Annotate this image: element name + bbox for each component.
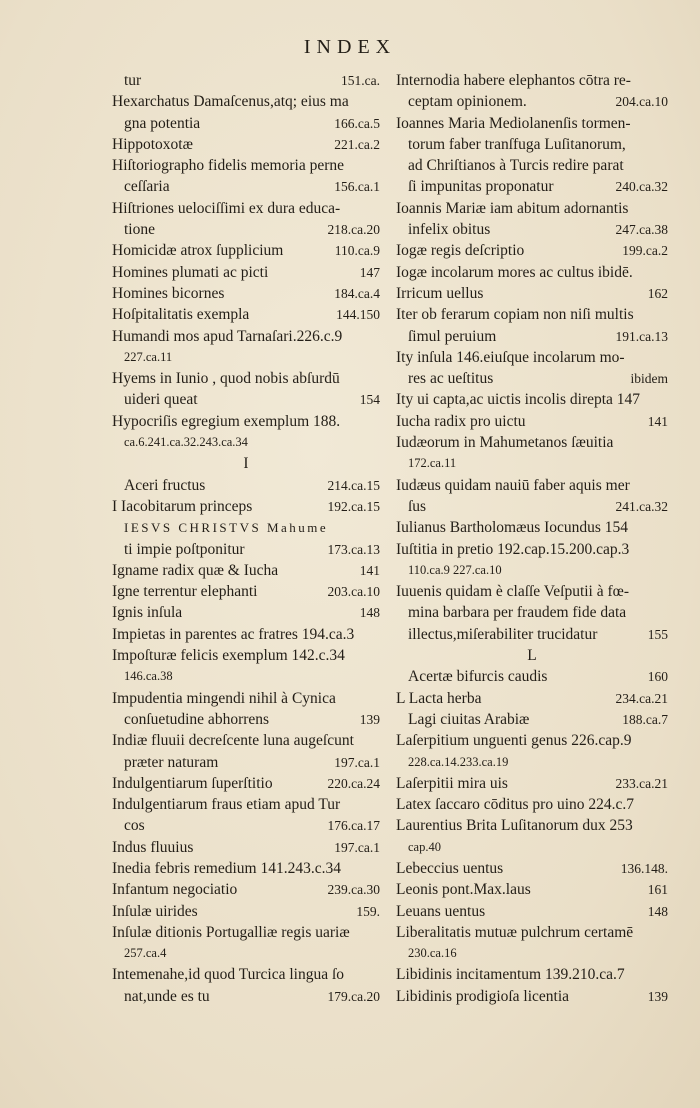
entry-text: Hyems in Iunio , quod nobis abſurdū [112, 370, 340, 388]
index-entry [396, 581, 668, 602]
page-reference: 173.ca.13 [327, 541, 380, 557]
entry-text: Iudæorum in Mahumetanos ſæuitia [396, 434, 614, 452]
index-entry [396, 773, 668, 794]
index-entry [112, 134, 380, 155]
page-reference: 220.ca.24 [327, 775, 380, 791]
entry-text: IESVS CHRISTVS Mahume [124, 520, 329, 536]
entry-text: Hypocriſis egregium exemplum 188. [112, 412, 341, 430]
index-entry [396, 794, 668, 815]
index-entry [396, 879, 668, 900]
page-reference: 188.ca.7 [622, 711, 668, 727]
page-reference: 156.ca.1 [334, 179, 380, 195]
letter-heading [112, 453, 380, 474]
entry-text: I Iacobitarum princeps [112, 497, 253, 515]
letter-heading [396, 645, 668, 666]
page-reference: 240.ca.32 [615, 179, 668, 195]
index-entry [396, 901, 668, 922]
entry-text: ſi impunitas proponatur [408, 178, 554, 196]
page-reference: 233.ca.21 [615, 775, 668, 791]
index-entry [112, 113, 380, 134]
page-reference: 197.ca.1 [334, 839, 380, 855]
entry-text: Iogæ regis deſcriptio [396, 242, 525, 260]
index-entry [396, 134, 668, 155]
index-entry [396, 475, 668, 496]
index-entry [112, 709, 380, 730]
page-reference: 197.ca.1 [334, 754, 380, 770]
entry-text: Latex ſaccaro cōditus pro uino 224.c.7 [396, 796, 635, 814]
page-reference: 239.ca.30 [327, 882, 380, 898]
index-entry [112, 176, 380, 197]
index-entry [396, 688, 668, 709]
entry-text: Leuans uentus [396, 902, 486, 920]
entry-text: ceptam opinionem. [408, 93, 527, 111]
entry-text: Hiſtoriographo fidelis memoria perne [112, 157, 345, 175]
entry-text: ſimul peruium [408, 327, 497, 345]
index-entry [396, 155, 668, 176]
entry-text: Inſulæ ditionis Portugalliæ regis uariæ [112, 923, 350, 941]
page-reference: 241.ca.32 [615, 498, 668, 514]
entry-text: Laſerpitii mira uis [396, 774, 508, 792]
index-entry [396, 304, 668, 325]
index-entry [396, 496, 668, 517]
letter-heading-text: I [243, 455, 249, 473]
entry-text: mina barbara per fraudem fide data [408, 604, 627, 622]
index-entry [112, 773, 380, 794]
index-entry [112, 304, 380, 325]
entry-text: tione [124, 221, 155, 239]
page-reference: 199.ca.2 [622, 243, 668, 259]
index-entry [112, 347, 380, 368]
page-reference: 148 [647, 903, 668, 919]
index-entry [112, 411, 380, 432]
entry-text: cos [124, 817, 145, 835]
page-reference: 110.ca.9 [334, 243, 380, 259]
entry-text: Inſulæ uirides [112, 902, 198, 920]
index-entry [112, 368, 380, 389]
page-reference: 162 [647, 285, 668, 301]
entry-text: gna potentia [124, 114, 201, 132]
index-entry [112, 624, 380, 645]
entry-text: Iter ob ferarum copiam non niſi multis [396, 306, 634, 324]
entry-text: 172.ca.11 [408, 456, 457, 471]
index-entry [396, 91, 668, 112]
index-entry [112, 581, 380, 602]
index-entry [112, 794, 380, 815]
entry-text: Irricum uellus [396, 284, 484, 302]
entry-text: ca.6.241.ca.32.243.ca.34 [124, 435, 248, 450]
index-entry [396, 602, 668, 623]
right-column [396, 70, 668, 1007]
entry-text: 146.ca.38 [124, 669, 173, 684]
index-entry [396, 347, 668, 368]
index-entry [112, 283, 380, 304]
index-entry [112, 155, 380, 176]
index-entry [396, 752, 668, 773]
index-entry [112, 858, 380, 879]
page-reference: 139 [359, 711, 380, 727]
entry-text: Indulgentiarum ſuperſtitio [112, 774, 273, 792]
index-entry [112, 389, 380, 410]
entry-text: uideri queat [124, 391, 198, 409]
entry-text: Hexarchatus Damaſcenus,atq; eius ma [112, 93, 349, 111]
page-reference: 147 [359, 264, 380, 280]
index-entry [396, 113, 668, 134]
page-reference: 166.ca.5 [334, 115, 380, 131]
index-entry [396, 709, 668, 730]
page-reference: 151.ca. [341, 73, 380, 88]
index-entry [112, 666, 380, 687]
entry-text: 228.ca.14.233.ca.19 [408, 754, 509, 769]
index-entry [396, 964, 668, 985]
index-entry [112, 539, 380, 560]
entry-text: Ignis inſula [112, 604, 183, 622]
entry-text: Inedia febris remedium 141.243.c.34 [112, 859, 341, 877]
entry-text: Homines bicornes [112, 284, 225, 302]
running-head: INDEX [303, 36, 397, 58]
index-entry [396, 70, 668, 91]
index-entry [396, 539, 668, 560]
entry-text: 257.ca.4 [124, 946, 167, 961]
index-entry [396, 262, 668, 283]
entry-text: ceſſaria [124, 178, 170, 196]
index-entry [396, 560, 668, 581]
entry-text: Igne terrentur elephanti [112, 583, 258, 601]
entry-text: 110.ca.9 227.ca.10 [408, 562, 502, 577]
index-entry [112, 240, 380, 261]
page-reference: 184.ca.4 [334, 285, 380, 301]
index-entry [112, 198, 380, 219]
index-entry [112, 602, 380, 623]
left-column [112, 70, 380, 1007]
entry-text: Iulianus Bartholomæus Iocundus 154 [396, 519, 629, 537]
index-entry [112, 986, 380, 1007]
index-entry [396, 240, 668, 261]
index-entry [396, 411, 668, 432]
page-reference: 204.ca.10 [615, 94, 668, 110]
page-reference: ibidem [630, 371, 668, 387]
index-entry [112, 645, 380, 666]
index-entry [396, 283, 668, 304]
index-entry [112, 262, 380, 283]
entry-text: Hippotoxotæ [112, 135, 193, 153]
entry-text: Ioannes Maria Mediolanenſis tormen- [396, 114, 631, 132]
entry-text: Leonis pont.Max.laus [396, 881, 531, 899]
entry-text: Impudentia mingendi nihil à Cynica [112, 689, 336, 707]
entry-text: Ioannis Mariæ iam abitum adornantis [396, 199, 629, 217]
page-reference: 247.ca.38 [615, 222, 668, 238]
index-entry [396, 453, 668, 474]
entry-text: 227.ca.11 [124, 349, 173, 364]
page-reference: 203.ca.10 [327, 584, 380, 600]
index-entry [112, 879, 380, 900]
index-entry [112, 730, 380, 751]
page-reference: 221.ca.2 [334, 136, 380, 152]
entry-text: Laurentius Brita Luſitanorum dux 253 [396, 817, 633, 835]
entry-text: Homines plumati ac picti [112, 263, 269, 281]
entry-text: Aceri fructus [124, 476, 206, 494]
page-reference: 160 [647, 669, 668, 685]
page-reference: 144.150 [336, 307, 380, 323]
index-entry [396, 858, 668, 879]
entry-text: 230.ca.16 [408, 946, 457, 961]
entry-text: Liberalitatis mutuæ pulchrum certamē [396, 923, 634, 941]
entry-text: Ity inſula 146.eiuſque incolarum mo- [396, 348, 625, 366]
entry-text: Iuuenis quidam è claſſe Veſputii à fœ- [396, 583, 630, 601]
entry-text: cap.40 [408, 839, 441, 854]
entry-text: Iogæ incolarum mores ac cultus ibidē. [396, 263, 633, 281]
entry-text: Laſerpitium unguenti genus 226.cap.9 [396, 732, 632, 750]
entry-text: Iuſtitia in pretio 192.cap.15.200.cap.3 [396, 540, 630, 558]
page-reference: 179.ca.20 [327, 988, 380, 1004]
page-reference: 154 [359, 392, 380, 408]
entry-text: Hoſpitalitatis exempla [112, 306, 250, 324]
entry-text: præter naturam [124, 753, 219, 771]
page-reference: 161 [647, 882, 668, 898]
index-entry [396, 815, 668, 836]
entry-text: Lagi ciuitas Arabiæ [408, 710, 530, 728]
index-entry [112, 752, 380, 773]
entry-text: Libidinis incitamentum 139.210.ca.7 [396, 966, 625, 984]
entry-text: Humandi mos apud Tarnaſari.226.c.9 [112, 327, 343, 345]
index-entry [112, 964, 380, 985]
index-entry [112, 560, 380, 581]
index-entry [396, 176, 668, 197]
entry-text: illectus,miſerabiliter trucidatur [408, 625, 598, 643]
index-entry [396, 368, 668, 389]
entry-text: ſus [408, 497, 427, 515]
index-entry [396, 326, 668, 347]
index-entry [396, 432, 668, 453]
entry-text: Lebeccius uentus [396, 859, 504, 877]
entry-text: Homicidæ atrox ſupplicium [112, 242, 284, 260]
entry-text: Iudæus quidam nauiū faber aquis mer [396, 476, 630, 494]
entry-text: Indulgentiarum fraus etiam apud Tur [112, 796, 341, 814]
index-entry [396, 624, 668, 645]
index-entry [396, 666, 668, 687]
entry-text: Indiæ fluuii decreſcente luna augeſcunt [112, 732, 354, 750]
entry-text: L Lacta herba [396, 689, 482, 707]
page-reference: 218.ca.20 [327, 222, 380, 238]
page-reference: 176.ca.17 [327, 818, 380, 834]
page-reference: 214.ca.15 [327, 477, 380, 493]
index-entry [112, 688, 380, 709]
index-entry [396, 943, 668, 964]
entry-text: Indus fluuius [112, 838, 194, 856]
entry-text: nat,unde es tu [124, 987, 210, 1005]
entry-text: ti impie poſtponitur [124, 540, 245, 558]
page-reference: 136.148. [620, 860, 668, 876]
page-reference: 141 [647, 413, 668, 429]
entry-text: Ity ui capta,ac uictis incolis direpta 147 [396, 391, 641, 409]
index-entry [112, 70, 380, 91]
index-entry [112, 326, 380, 347]
index-entry [112, 943, 380, 964]
entry-text: ad Chriſtianos à Turcis redire parat [408, 157, 624, 175]
index-entry [112, 901, 380, 922]
entry-text: conſuetudine abhorrens [124, 710, 270, 728]
index-entry [112, 922, 380, 943]
entry-text: Impoſturæ felicis exemplum 142.c.34 [112, 647, 345, 665]
entry-text: Hiſtriones uelociſſimi ex dura educa- [112, 199, 341, 217]
index-entry [396, 198, 668, 219]
page-reference: 139 [647, 988, 668, 1004]
index-entry [396, 837, 668, 858]
index-entry [396, 389, 668, 410]
entry-text: infelix obitus [408, 221, 491, 239]
index-entry [396, 986, 668, 1007]
index-entry [396, 730, 668, 751]
page-reference: 155 [647, 626, 668, 642]
entry-text: Acertæ bifurcis caudis [408, 668, 548, 686]
entry-text: torum faber tranſfuga Luſitanorum, [408, 135, 626, 153]
index-entry [396, 219, 668, 240]
page-reference: 141 [359, 562, 380, 578]
entry-text: Libidinis prodigioſa licentia [396, 987, 570, 1005]
entry-text: Internodia habere elephantos cōtra re- [396, 72, 631, 89]
page-reference: 159. [356, 903, 380, 919]
index-entry [396, 517, 668, 538]
page-reference: 148 [359, 605, 380, 621]
index-entry [112, 432, 380, 453]
index-entry [112, 475, 380, 496]
page-reference: 192.ca.15 [327, 498, 380, 514]
entry-text: Iucha radix pro uictu [396, 412, 526, 430]
entry-text: Igname radix quæ & Iucha [112, 561, 279, 579]
entry-text: Impietas in parentes ac fratres 194.ca.3 [112, 625, 355, 643]
index-entry [396, 922, 668, 943]
entry-text: res ac ueſtitus [408, 370, 494, 388]
page-reference: 191.ca.13 [615, 328, 668, 344]
index-entry [112, 219, 380, 240]
index-entry [112, 496, 380, 517]
page-reference: 234.ca.21 [615, 690, 668, 706]
index-entry [112, 517, 380, 538]
entry-text: Intemenahe,id quod Turcica lingua ſo [112, 966, 345, 984]
entry-text: Infantum negociatio [112, 881, 238, 899]
index-entry [112, 815, 380, 836]
index-entry [112, 837, 380, 858]
index-entry [112, 91, 380, 112]
entry-text: tur [124, 72, 142, 89]
letter-heading-text: L [527, 647, 537, 665]
